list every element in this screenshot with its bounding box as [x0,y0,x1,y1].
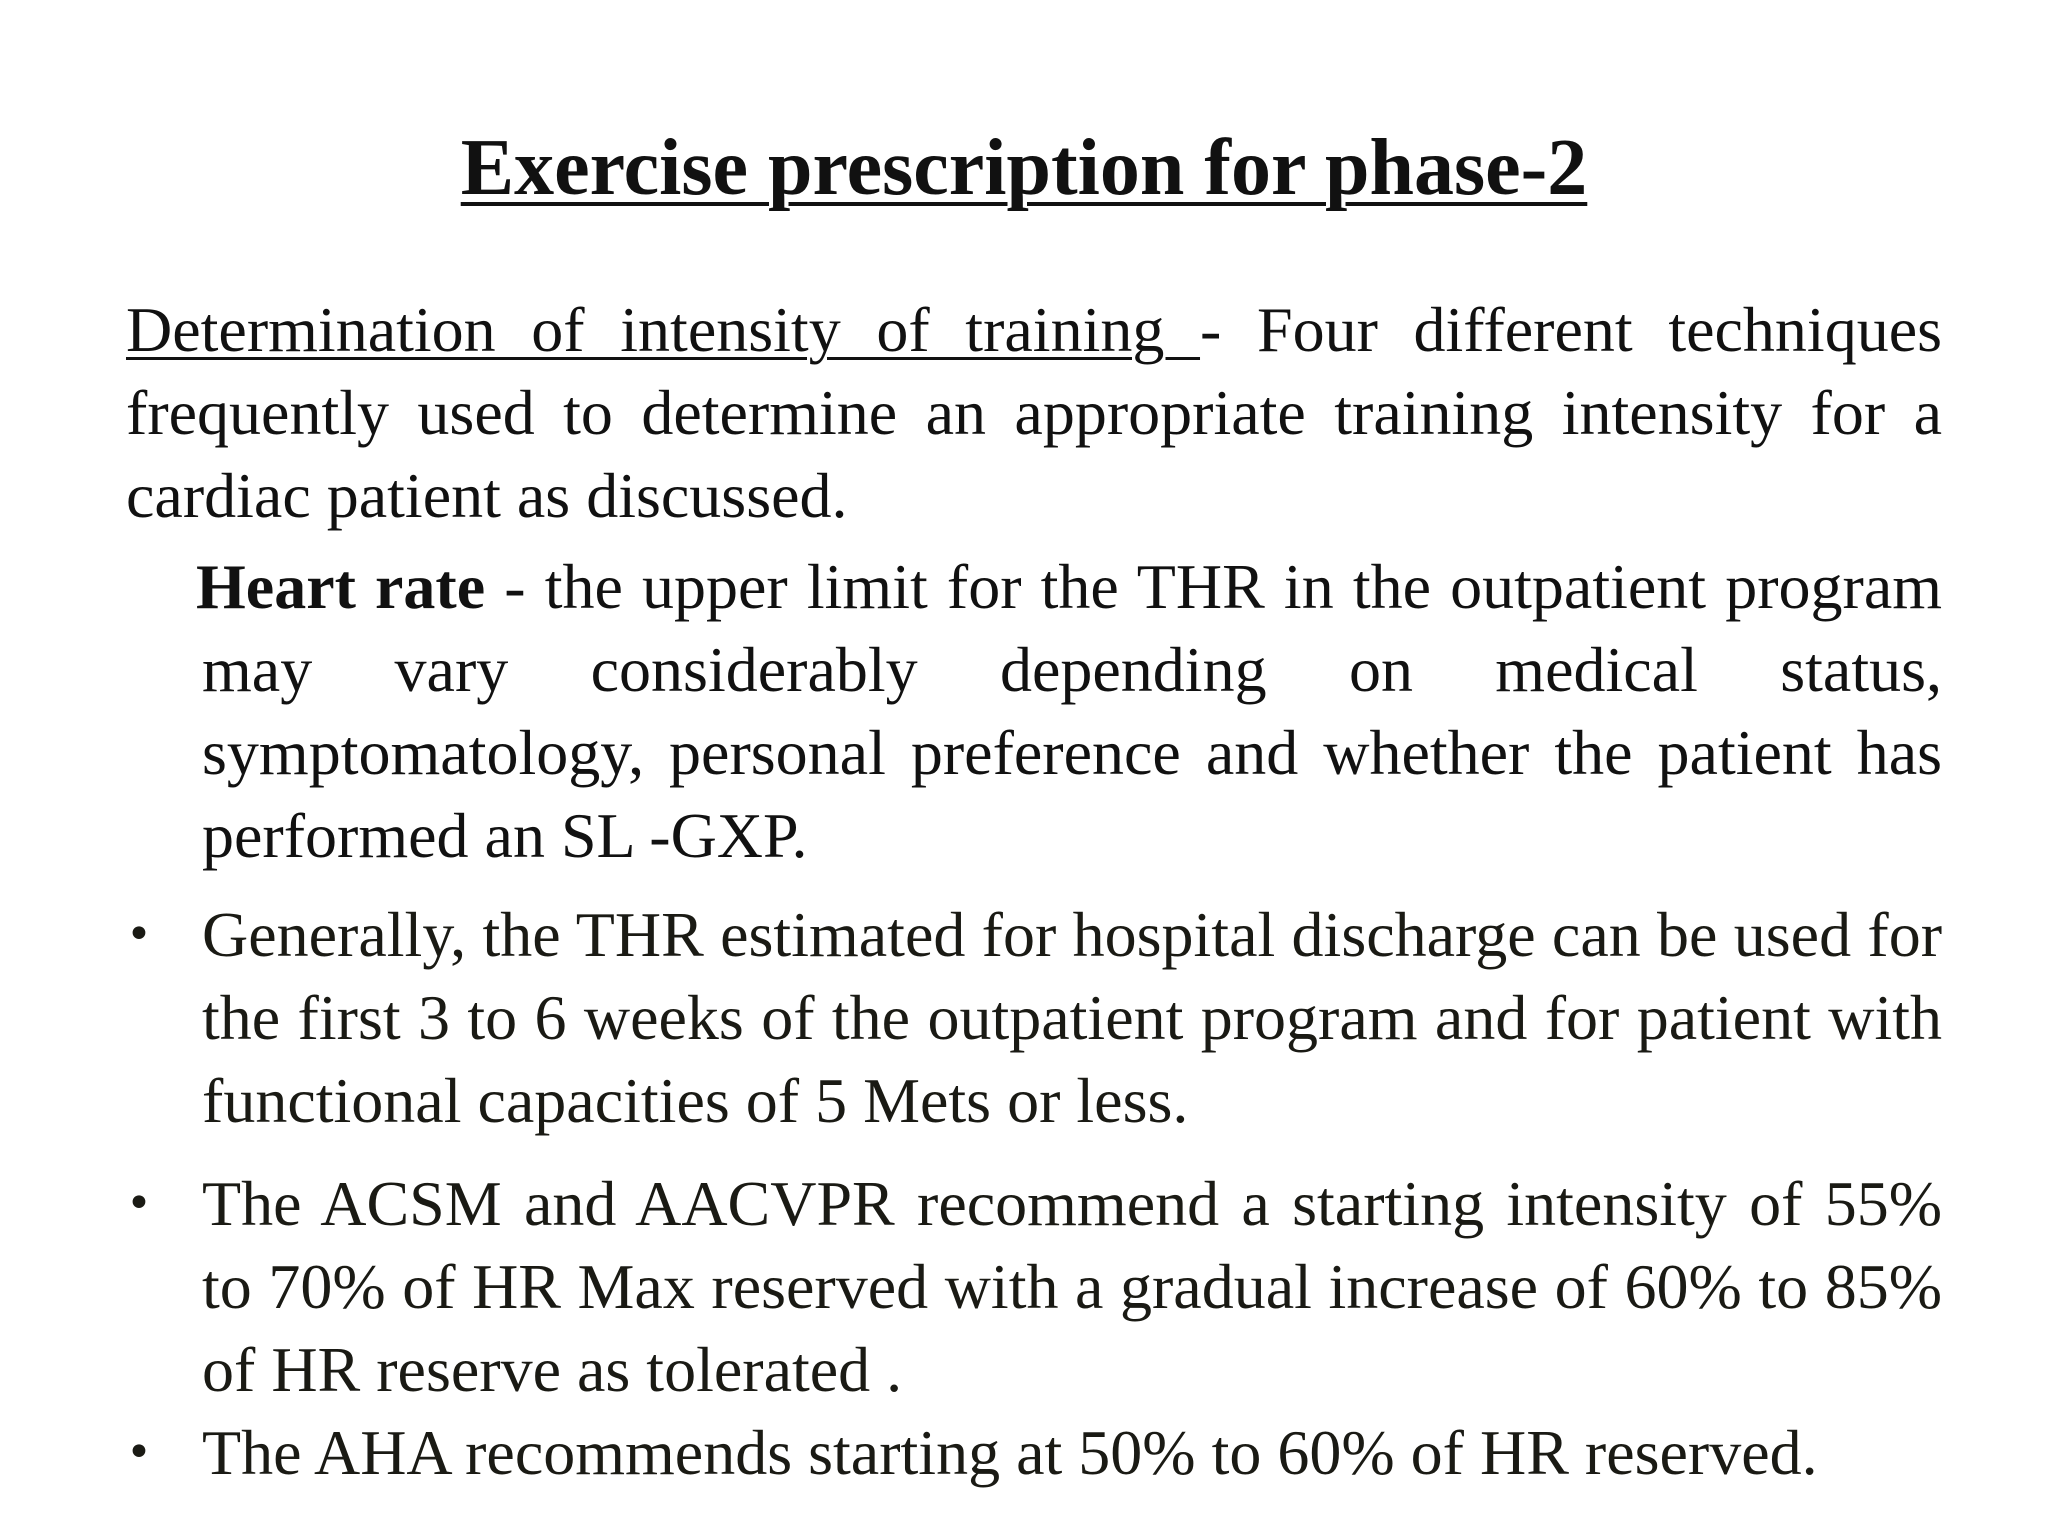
slide-body [126,288,1942,1494]
heart-rate-paragraph [126,545,1942,877]
bullet-icon: • [126,1427,152,1478]
heart-rate-term: Heart rate [196,551,486,622]
intro-paragraph [126,288,1942,537]
intro-heading: Determination of intensity of training [126,294,1201,365]
bullet-list [126,893,1942,1494]
slide-title-text: Exercise prescription for phase-2 [460,124,1588,212]
bullet-item [126,1162,1942,1411]
heart-rate-text: - the upper limit for the THR in the outpatient program may vary considerably depending on medical status, symptomatology, personal preference and whether the patient has performed an SL -GXP. [202,551,1943,871]
bullet-item [126,1411,1942,1494]
bullet-icon: • [126,1178,152,1229]
bullet-text: The ACSM and AACVPR recommend a starting intensity of 55% to 70% of HR Max reserved with a gradual increase of 60% to 85% of HR reserve as tolerated . [202,1168,1942,1405]
intro-text: - Four different techniques frequently used to determine an appropriate training intensity for a cardiac patient as discussed. [126,294,1943,531]
slide-title [0,118,2048,218]
bullet-text: The AHA recommends starting at 50% to 60% of HR reserved. [202,1417,1818,1488]
bullet-text: Generally, the THR estimated for hospital discharge can be used for the first 3 to 6 weeks of the outpatient program and for patient with functional capacities of 5 Mets or less. [202,899,1942,1136]
bullet-icon: • [126,909,152,960]
bullet-item [126,893,1942,1142]
